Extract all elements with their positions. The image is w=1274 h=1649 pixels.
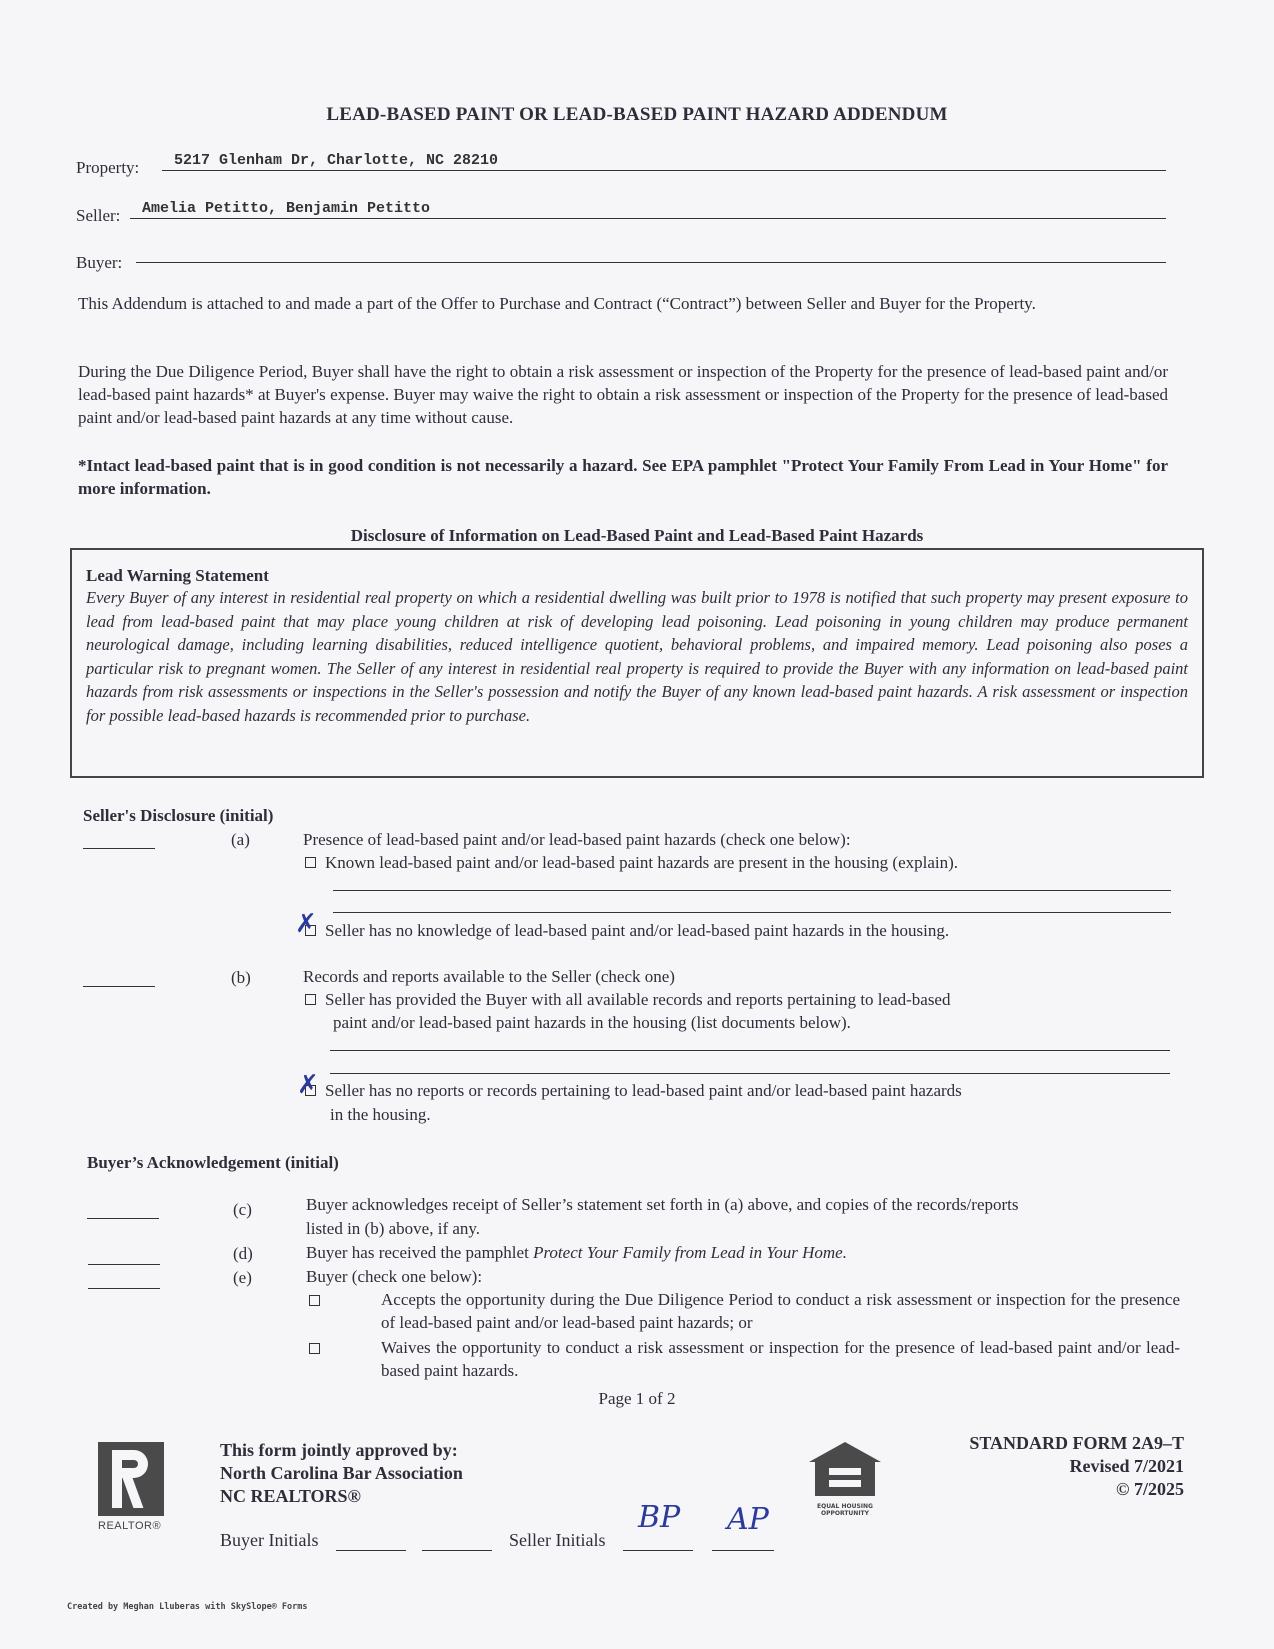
checkbox-records-provided[interactable] (305, 994, 316, 1005)
item-d-letter: (d) (233, 1244, 253, 1263)
pamphlet-title: Protect Your Family from Lead in Your Home. (533, 1243, 847, 1262)
seller-field[interactable] (130, 196, 1166, 219)
item-b-letter: (b) (231, 968, 251, 987)
checkbox-accepts-box[interactable] (309, 1295, 320, 1306)
buyer-initials-blank-1[interactable] (336, 1550, 406, 1551)
property-label: Property: (76, 158, 140, 177)
checkbox-known-lead[interactable] (305, 857, 316, 868)
seller-initial-a-blank[interactable] (83, 848, 155, 849)
seller-initial-signature-2: AP (727, 1502, 769, 1537)
footnote-paragraph: *Intact lead-based paint that is in good condition is not necessarily a hazard. See EPA pamphlet "Protect Your Family From Lead in Your Home" for more information. (78, 456, 1168, 498)
seller-initials-blank-1[interactable] (623, 1550, 693, 1551)
lead-warning-title: Lead Warning Statement (86, 566, 269, 585)
buyer-initial-e-blank[interactable] (88, 1288, 160, 1289)
item-a-option-1[interactable] (305, 851, 958, 874)
form-line-3: © 7/2025 (1116, 1479, 1184, 1499)
buyer-label: Buyer: (76, 253, 123, 272)
checkmark-x-icon: ✗ (295, 909, 317, 939)
explain-line-2[interactable] (333, 912, 1171, 913)
property-value: 5217 Glenham Dr, Charlotte, NC 28210 (174, 152, 499, 169)
item-a-option-2-label: Seller has no knowledge of lead-based paint and/or lead-based paint hazards in the housing. (325, 921, 950, 940)
buyer-field[interactable] (136, 240, 1166, 263)
seller-value: Amelia Petitto, Benjamin Petitto (142, 200, 431, 217)
approved-line-2: North Carolina Bar Association (220, 1463, 463, 1483)
item-e-option-2: Waives the opportunity to conduct a risk assessment or inspection for the presence of lead-based paint and/or lead-based paint hazards. (381, 1338, 1180, 1380)
buyer-initials-label: Buyer Initials (220, 1530, 319, 1550)
item-b-option-2-line1: Seller has no reports or records pertaining to lead-based paint and/or lead-based paint hazards (325, 1081, 962, 1100)
approved-line-3: NC REALTORS® (220, 1486, 361, 1506)
seller-label: Seller: (76, 206, 121, 225)
item-b-text: Records and reports available to the Seller (check one) (303, 967, 675, 986)
checkbox-accepts[interactable] (309, 1293, 329, 1311)
seller-disclosure-heading: Seller's Disclosure (initial) (83, 806, 274, 825)
item-b-option-1-line2: paint and/or lead-based paint hazards in the housing (list documents below). (333, 1013, 851, 1032)
item-e-text: Buyer (check one below): (306, 1267, 483, 1286)
item-a-text: Presence of lead-based paint and/or lead-based paint hazards (check one below): (303, 830, 851, 849)
item-b-option-1-line1: Seller has provided the Buyer with all available records and reports pertaining to lead-based (325, 990, 951, 1009)
buyer-initial-c-blank[interactable] (87, 1218, 159, 1219)
created-by: Created by Meghan Lluberas with SkySlope® Forms (67, 1602, 308, 1612)
page-number: Page 1 of 2 (598, 1389, 676, 1408)
item-a-option-1-label: Known lead-based paint and/or lead-based paint hazards are present in the housing (explain). (325, 853, 959, 872)
ehl-line-1: EQUAL HOUSING (817, 1503, 873, 1510)
item-e-letter: (e) (233, 1268, 252, 1287)
approved-line-1: This form jointly approved by: (220, 1440, 458, 1460)
disclosure-heading: Disclosure of Information on Lead-Based Paint and Lead-Based Paint Hazards (350, 526, 924, 545)
form-title: LEAD-BASED PAINT OR LEAD-BASED PAINT HAZARD ADDENDUM (326, 104, 948, 125)
buyer-initials-blank-2[interactable] (422, 1550, 492, 1551)
equal-housing-icon (807, 1440, 883, 1498)
seller-initial-signature-1: BP (638, 1500, 681, 1535)
item-e-option-1: Accepts the opportunity during the Due Diligence Period to conduct a risk assessment or inspection for the presence of lead-based paint and/or lead-based paint hazards; or (381, 1290, 1180, 1332)
realtor-label: REALTOR® (98, 1520, 162, 1532)
due-diligence-paragraph: During the Due Diligence Period, Buyer shall have the right to obtain a risk assessment or inspection of the Property for the presence of lead-based paint and/or lead-based paint hazards* at Buyer's expense. Buyer may waive the right to obtain a risk assessment or inspection of the Property for the presence of lead-based paint and/or lead-based paint hazards at any time without cause. (78, 362, 1168, 427)
lead-warning-text: Every Buyer of any interest in residential real property on which a residential dwelling was built prior to 1978 is notified that such property may present exposure to lead from lead-based paint that may place young children at risk of developing lead poisoning. Lead poisoning in young children may produce permanent neurological damage, including learning disabilities, reduced intelligence quotient, behavioral problems, and impaired memory. Lead poisoning also poses a particular risk to pregnant women. The Seller of any interest in residential real property is required to provide the Buyer with any information on lead-based paint hazards from risk assessments or inspections in the Seller's possession and notify the Buyer of any known lead-based paint hazards. A risk assessment or inspection for possible lead-based hazards is recommended prior to purchase. (86, 588, 1188, 725)
explain-line-1[interactable] (333, 890, 1171, 891)
item-b-option-2-line2: in the housing. (330, 1105, 431, 1124)
item-d-text-pre: Buyer has received the pamphlet (306, 1243, 534, 1262)
checkbox-waives-box[interactable] (309, 1343, 320, 1354)
form-number (969, 1432, 1184, 1501)
property-field[interactable] (162, 148, 1166, 171)
buyer-ack-heading: Buyer’s Acknowledgement (initial) (87, 1153, 339, 1172)
checkmark-x-icon: ✗ (297, 1070, 319, 1100)
form-line-2: Revised 7/2021 (1069, 1456, 1184, 1476)
item-a-letter: (a) (231, 830, 250, 849)
buyer-initial-d-blank[interactable] (88, 1264, 160, 1265)
documents-line-1[interactable] (330, 1050, 1170, 1051)
lead-warning-box (70, 548, 1204, 778)
item-c-line1: Buyer acknowledges receipt of Seller’s statement set forth in (a) above, and copies of the records/reports (306, 1195, 1019, 1214)
equal-housing-logo (807, 1440, 883, 1516)
item-b-option-2[interactable] (305, 1079, 962, 1102)
checkbox-waives[interactable] (309, 1341, 329, 1359)
seller-initials-blank-2[interactable] (712, 1550, 774, 1551)
item-c-line2: listed in (b) above, if any. (306, 1219, 481, 1238)
ehl-line-2: OPPORTUNITY (820, 1510, 869, 1517)
item-d-text (306, 1241, 847, 1264)
item-b-option-1[interactable] (305, 988, 950, 1011)
seller-initial-b-blank[interactable] (83, 986, 155, 987)
form-line-1: STANDARD FORM 2A9–T (969, 1433, 1184, 1453)
item-c-letter: (c) (233, 1200, 252, 1219)
seller-initials-label: Seller Initials (509, 1530, 606, 1550)
item-a-option-2[interactable] (305, 919, 949, 942)
documents-line-2[interactable] (330, 1073, 1170, 1074)
realtor-logo (98, 1442, 164, 1516)
intro-paragraph: This Addendum is attached to and made a part of the Offer to Purchase and Contract (“Contract”) between Seller and Buyer for the Property. (78, 294, 1036, 313)
